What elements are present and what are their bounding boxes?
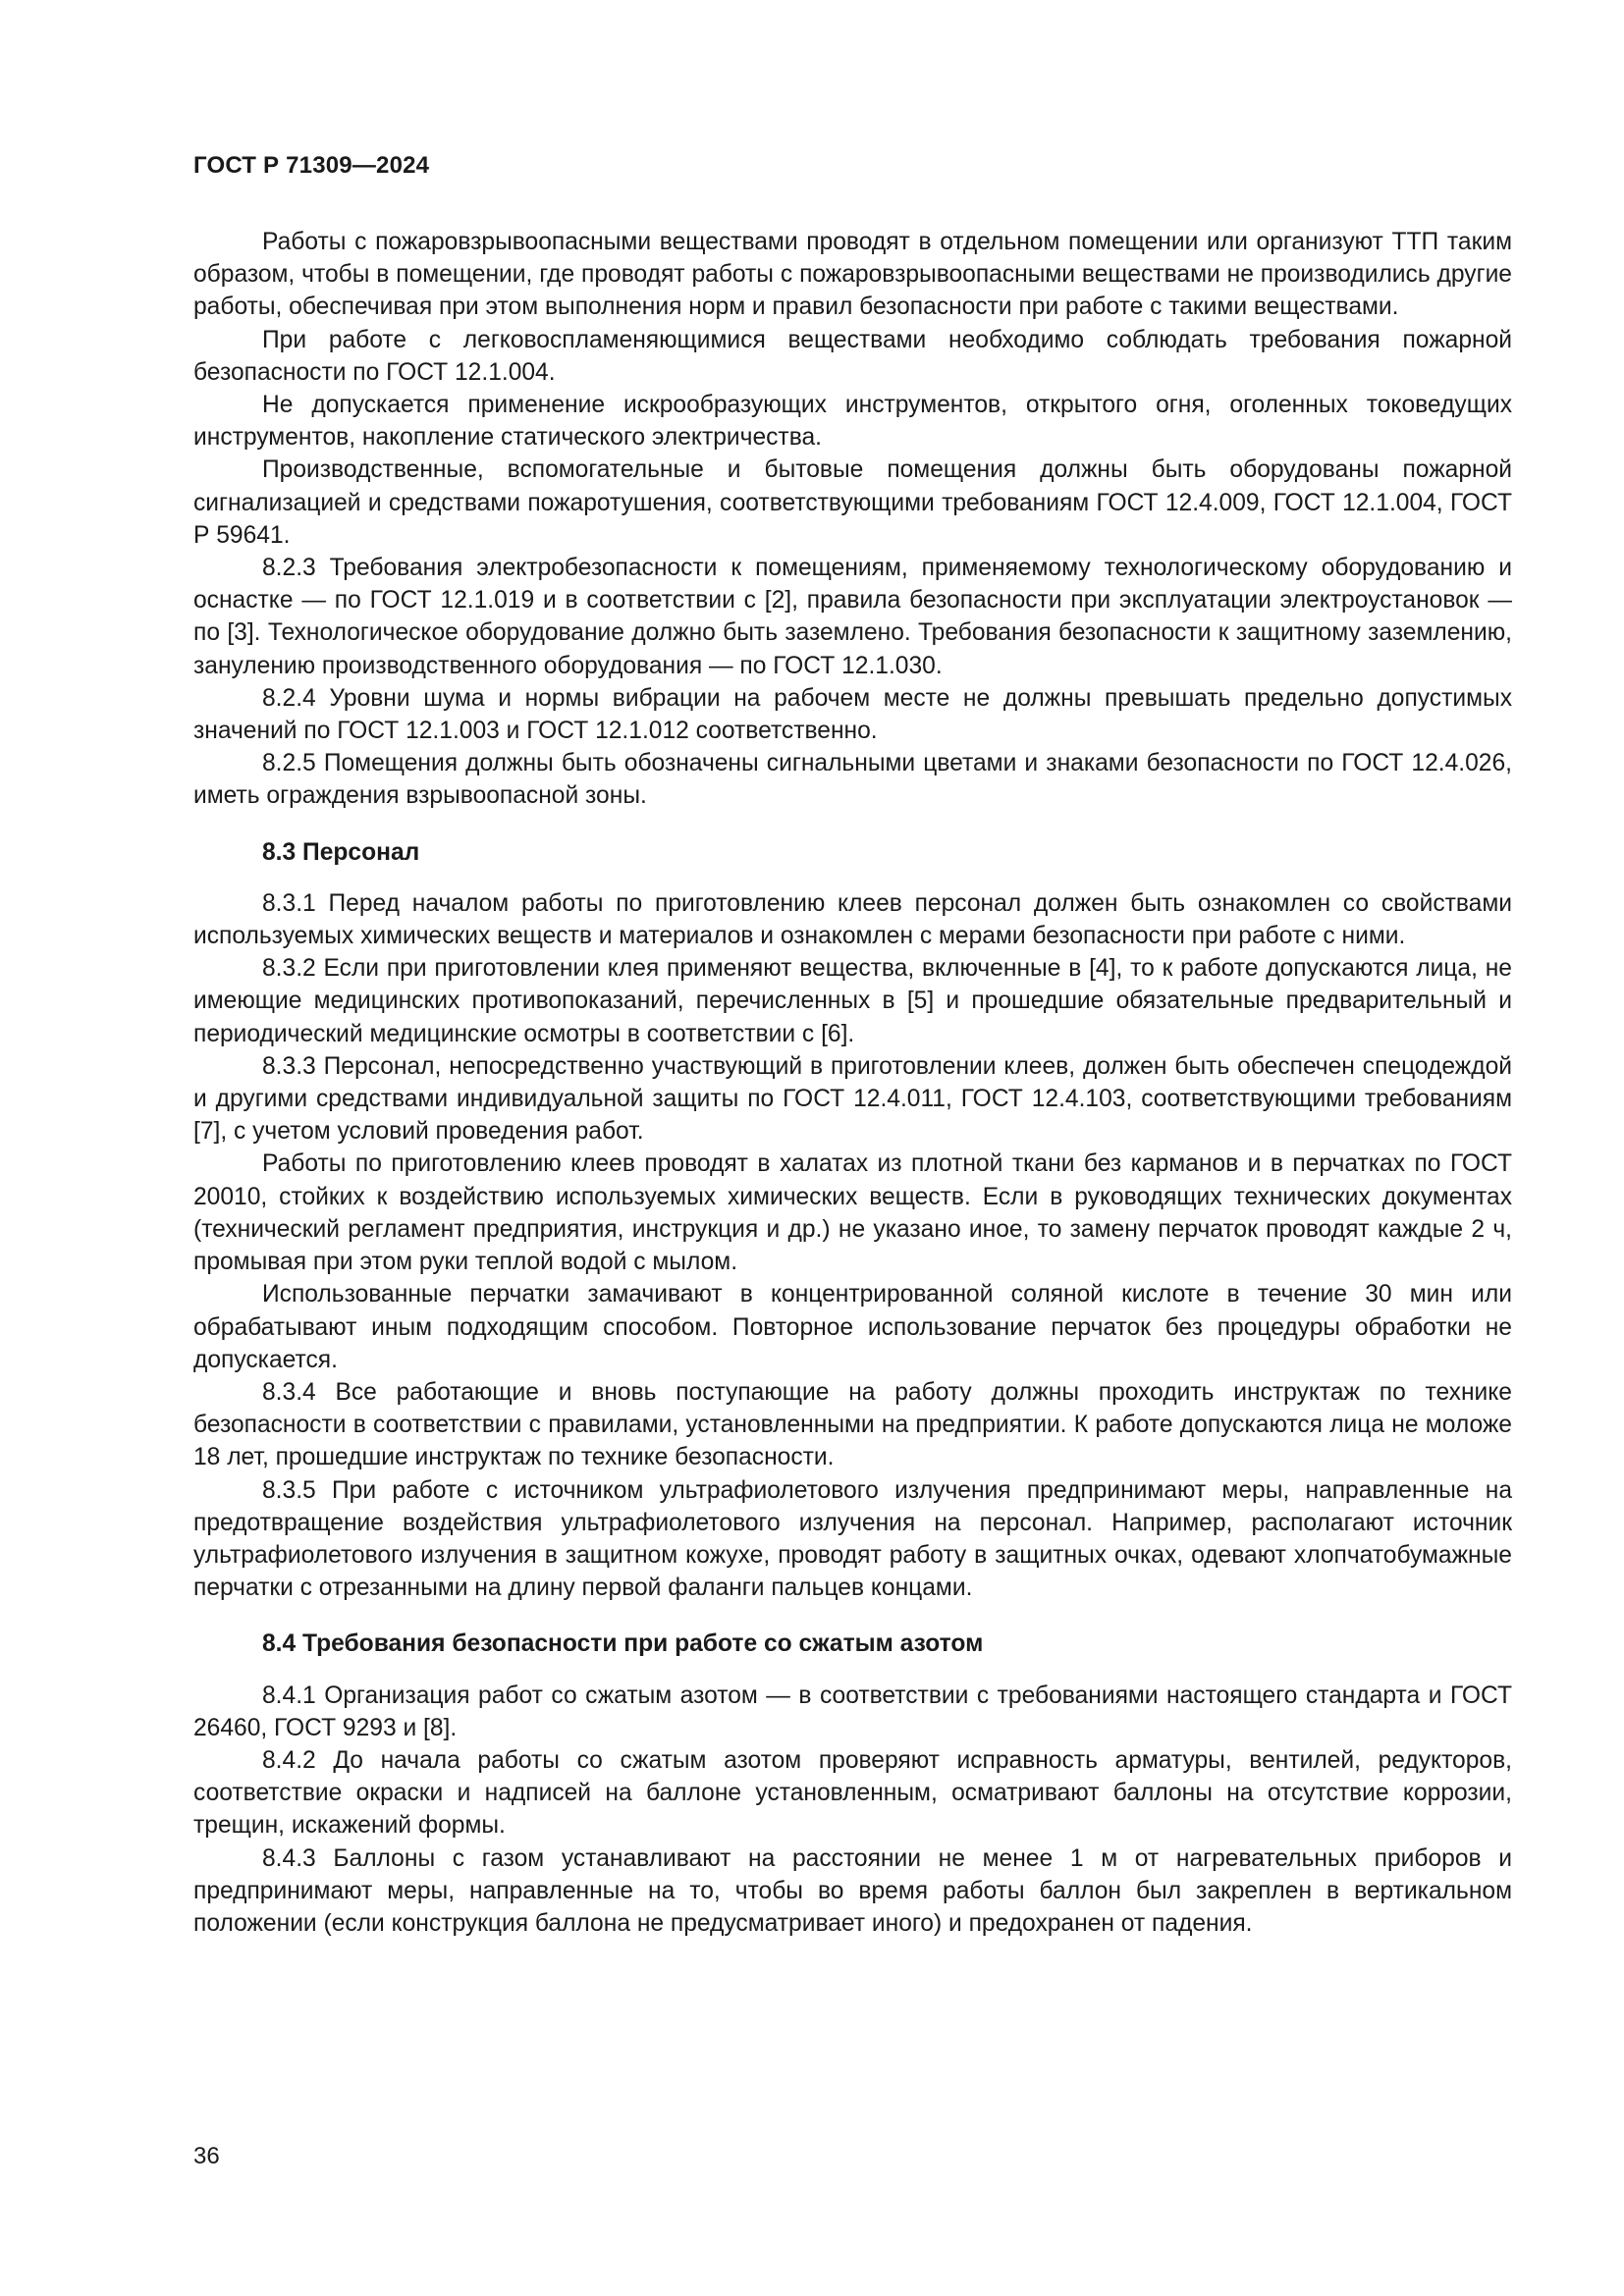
paragraph: Не допускается применение искрообразующих инструментов, открытого огня, оголенных токоведущих инструментов, накопление статического электричества. [193,392,1512,452]
document-body [193,226,1512,1940]
paragraph: Работы по приготовлению клеев проводят в халатах из плотной ткани без карманов и в перчатках по ГОСТ 20010, стойких к воздействию используемых химических веществ. Если в руководящих технических документах (технический регламент предприятия, инструкция и др.) не указано иное, то замену перчаток проводят каждые 2 ч, промывая при этом руки теплой водой с мылом. [193,1150,1512,1276]
paragraph-8-2-3: 8.2.3 Требования электробезопасности к помещениям, применяемому технологическому оборудованию и оснастке — по ГОСТ 12.1.019 и в соответствии с [2], правила безопасности при эксплуатации электроустановок — по [3]. Технологическое оборудование должно быть заземлено. Требования безопасности к защитному заземлению, занулению производственного оборудования — по ГОСТ 12.1.030. [193,555,1512,679]
section-heading-8-3: 8.3 Персонал [262,838,420,866]
paragraph: Производственные, вспомогательные и бытовые помещения должны быть оборудованы пожарной сигнализацией и средствами пожаротушения, соответствующими требованиям ГОСТ 12.4.009, ГОСТ 12.1.004, ГОСТ Р 59641. [193,456,1512,549]
paragraph-8-4-1: 8.4.1 Организация работ со сжатым азотом — в соответствии с требованиями настоящего стандарта и ГОСТ 26460, ГОСТ 9293 и [8]. [193,1682,1512,1741]
paragraph: Использованные перчатки замачивают в концентрированной соляной кислоте в течение 30 мин или обрабатывают иным подходящим способом. Повторное использование перчаток без процедуры обработки не допускается. [193,1281,1512,1373]
paragraph-8-4-2: 8.4.2 До начала работы со сжатым азотом проверяют исправность арматуры, вентилей, редукторов, соответствие окраски и надписей на баллоне установленным, осматривают баллоны на отсутствие коррозии, трещин, искажений формы. [193,1746,1512,1840]
paragraph-8-3-2: 8.3.2 Если при приготовлении клея применяют вещества, включенные в [4], то к работе допускаются лица, не имеющие медицинских противопоказаний, перечисленных в [5] и прошедшие обязательные предварительный и периодический медицинские осмотры в соответствии с [6]. [193,955,1512,1047]
paragraph-8-2-5: 8.2.5 Помещения должны быть обозначены сигнальными цветами и знаками безопасности по ГОСТ 12.4.026, иметь ограждения взрывоопасной зоны. [193,750,1512,810]
paragraph-8-4-3: 8.4.3 Баллоны с газом устанавливают на расстоянии не менее 1 м от нагревательных приборов и предпринимают меры, направленные на то, чтобы во время работы баллон был закреплен в вертикальном положении (если конструкция баллона не предусматривает иного) и предохранен от падения. [193,1844,1512,1937]
paragraph-8-3-4: 8.3.4 Все работающие и вновь поступающие на работу должны проходить инструктаж по технике безопасности в соответствии с правилами, установленными на предприятии. К работе допускаются лица не моложе 18 лет, прошедшие инструктаж по технике безопасности. [193,1378,1512,1471]
paragraph-8-2-4: 8.2.4 Уровни шума и нормы вибрации на рабочем месте не должны превышать предельно допустимых значений по ГОСТ 12.1.003 и ГОСТ 12.1.012 соответственно. [193,684,1512,745]
document-header-id: ГОСТ Р 71309—2024 [193,152,430,179]
paragraph-8-3-1: 8.3.1 Перед началом работы по приготовлению клеев персонал должен быть ознакомлен со свойствами используемых химических веществ и материалов и ознакомлен с мерами безопасности при работе с ними. [193,889,1512,950]
paragraph: Работы с пожаровзрывоопасными веществами проводят в отдельном помещении или организуют ТТП таким образом, чтобы в помещении, где проводят работы с пожаровзрывоопасными веществами не производились другие работы, обеспечивая при этом выполнения норм и правил безопасности при работе с такими веществами. [193,229,1512,321]
page-number: 36 [193,2143,220,2169]
paragraph: При работе с легковоспламеняющимися веществами необходимо соблюдать требования пожарной безопасности по ГОСТ 12.1.004. [193,326,1512,386]
section-heading-8-4: 8.4 Требования безопасности при работе со сжатым азотом [262,1630,984,1658]
paragraph-8-3-3: 8.3.3 Персонал, непосредственно участвующий в приготовлении клеев, должен быть обеспечен спецодеждой и другими средствами индивидуальной защиты по ГОСТ 12.4.011, ГОСТ 12.4.103, соответствующими требованиям [7], с учетом условий проведения работ. [193,1052,1512,1146]
paragraph-8-3-5: 8.3.5 При работе с источником ультрафиолетового излучения предпринимают меры, направленные на предотвращение воздействия ультрафиолетового излучения на персонал. Например, располагают источник ультрафиолетового излучения в защитном кожухе, проводят работу в защитных очках, одевают хлопчатобумажные перчатки с отрезанными на длину первой фаланги пальцев концами. [193,1476,1512,1602]
